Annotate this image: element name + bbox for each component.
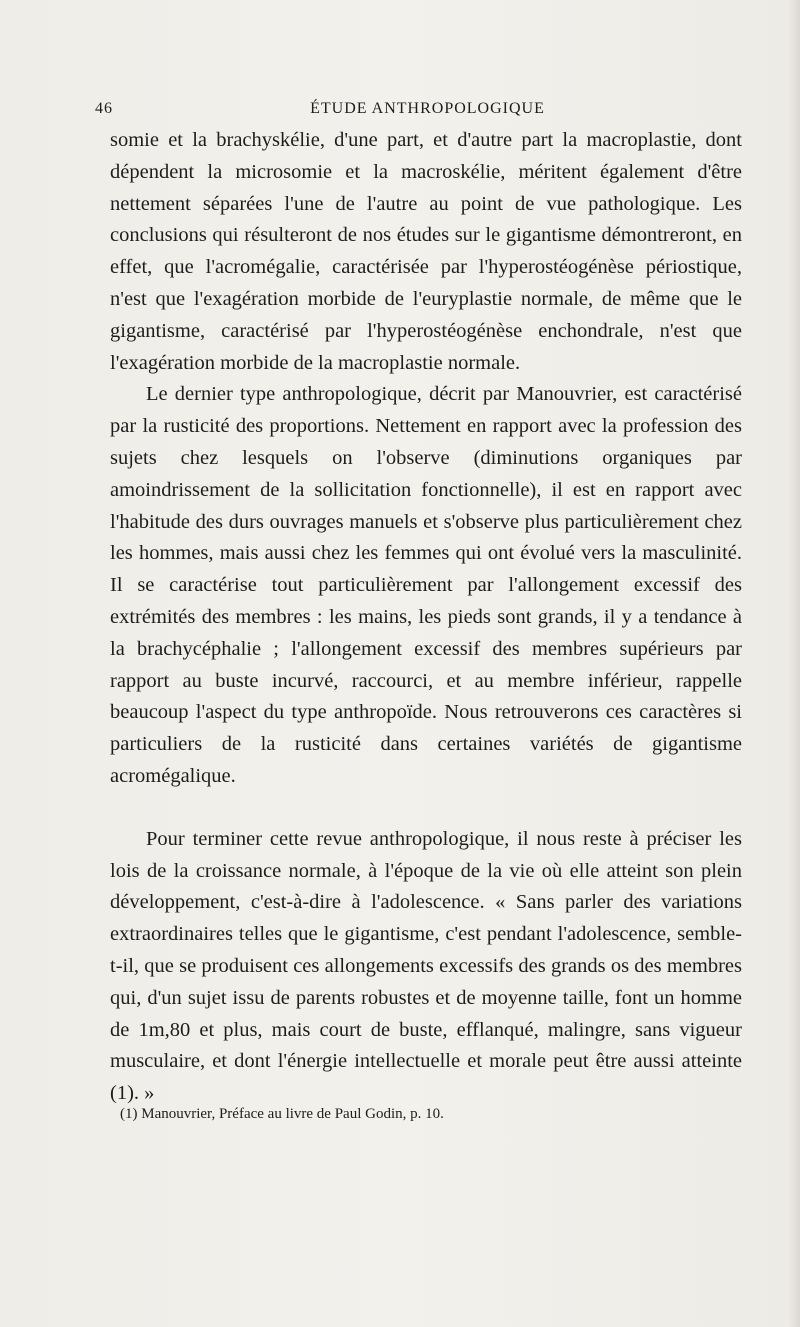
page-number: 46: [95, 100, 113, 117]
paragraph-2: [110, 379, 742, 792]
page-edge-shadow: [788, 0, 800, 1327]
body-text: [110, 125, 742, 1110]
paragraph-3: [110, 824, 742, 1110]
paragraph-2-text: Le dernier type anthropologique, décrit par Manouvrier, est caractérisé par la rusticité des proportions. Nettement en rapport avec la profession des sujets chez lesquels on l'observe (diminutions organiques par amoindrissement de la sollicitation fonctionnelle), il est en rapport avec l'habitude des durs ouvrages manuels et s'observe plus particulièrement chez les hommes, mais aussi chez les femmes qui ont évolué vers la masculinité. Il se caractérise tout particulièrement par l'allongement excessif des extrémités des membres : les mains, les pieds sont grands, il y a tendance à la brachycéphalie ; l'allongement excessif des membres supérieurs par rapport au buste incurvé, raccourci, et au membre inférieur, rappelle beaucoup l'aspect du type anthropoïde. Nous retrouverons ces caractères si particuliers de la rusticité dans certaines variétés de gigantisme acromégalique.: [110, 383, 742, 787]
footnote: (1) Manouvrier, Préface au livre de Paul Godin, p. 10.: [120, 1106, 444, 1122]
paragraph-1: somie et la brachyskélie, d'une part, et d'autre part la macroplastie, dont dépendent la microsomie et la macroskélie, méritent également d'être nettement séparées l'une de l'autre au point de vue pathologique. Les conclusions qui résulteront de nos études sur le gigantisme démontreront, en effet, que l'acromégalie, caractérisée par l'hyperostéogénèse périostique, n'est que l'exagération morbide de l'euryplastie normale, de même que le gigantisme, caractérisé par l'hyperostéogénèse enchondrale, n'est que l'exagération morbide de la macroplastie normale.: [110, 129, 742, 374]
paragraph-3-text: Pour terminer cette revue anthropologique, il nous reste à préciser les lois de la croissance normale, à l'époque de la vie où elle atteint son plein développement, c'est-à-dire à l'adolescence. « Sans parler des variations extraordinaires telles que le gigantisme, c'est pendant l'adolescence, semble-t-il, que se produisent ces allongements excessifs des grands os des membres qui, d'un sujet issu de parents robustes et de moyenne taille, font un homme de 1m,80 et plus, mais court de buste, efflanqué, malingre, sans vigueur musculaire, et dont l'énergie intellectuelle et morale peut être aussi atteinte (1). »: [110, 827, 742, 1105]
running-title: ÉTUDE ANTHROPOLOGIQUE: [310, 100, 545, 117]
running-head: [95, 100, 750, 124]
